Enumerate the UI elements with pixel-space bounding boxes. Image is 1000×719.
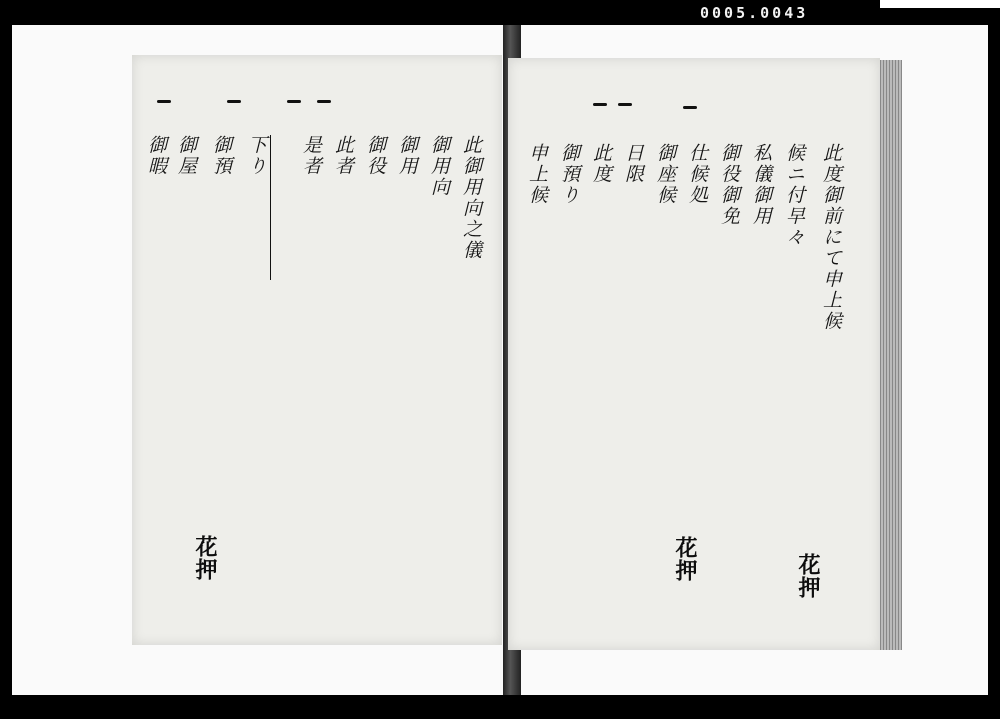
manuscript-column: 下り bbox=[245, 135, 267, 177]
right-page bbox=[508, 58, 880, 650]
manuscript-column: 御役御免 bbox=[718, 143, 740, 227]
manuscript-column: 是者 bbox=[300, 135, 322, 177]
signature-seal: 花押 bbox=[192, 535, 218, 581]
page-mark bbox=[618, 103, 632, 106]
manuscript-column: 仕候処 bbox=[686, 143, 708, 206]
page-block-edges bbox=[880, 60, 902, 650]
signature-seal: 花押 bbox=[672, 536, 698, 582]
manuscript-column: 候ニ付早々 bbox=[783, 143, 805, 248]
page-mark bbox=[287, 100, 301, 103]
manuscript-column: 御預り bbox=[558, 143, 580, 206]
left-page bbox=[132, 55, 502, 645]
manuscript-column: 日限 bbox=[622, 143, 644, 185]
film-leader-tab bbox=[880, 0, 1000, 8]
manuscript-column: 私儀御用 bbox=[750, 143, 772, 227]
manuscript-column: 此度御前にて申上候 bbox=[820, 143, 842, 332]
microfilm-frame-code: 0005.0043 bbox=[700, 4, 809, 22]
manuscript-column: 申上候 bbox=[526, 143, 548, 206]
manuscript-column: 此度 bbox=[590, 143, 612, 185]
manuscript-column: 御預 bbox=[210, 135, 232, 177]
page-mark bbox=[227, 100, 241, 103]
page-mark bbox=[157, 100, 171, 103]
manuscript-column: 御屋 bbox=[175, 135, 197, 177]
page-mark bbox=[317, 100, 331, 103]
ink-stroke bbox=[270, 135, 271, 280]
manuscript-column: 此御用向之儀 bbox=[460, 135, 482, 261]
manuscript-column: 此者 bbox=[332, 135, 354, 177]
manuscript-column: 御用向 bbox=[428, 135, 450, 198]
manuscript-column: 御役 bbox=[364, 135, 386, 177]
manuscript-column: 御座候 bbox=[654, 143, 676, 206]
manuscript-column: 御暇 bbox=[145, 135, 167, 177]
manuscript-column: 御用 bbox=[396, 135, 418, 177]
page-mark bbox=[593, 103, 607, 106]
page-mark bbox=[683, 106, 697, 109]
signature-seal: 花押 bbox=[795, 553, 821, 599]
